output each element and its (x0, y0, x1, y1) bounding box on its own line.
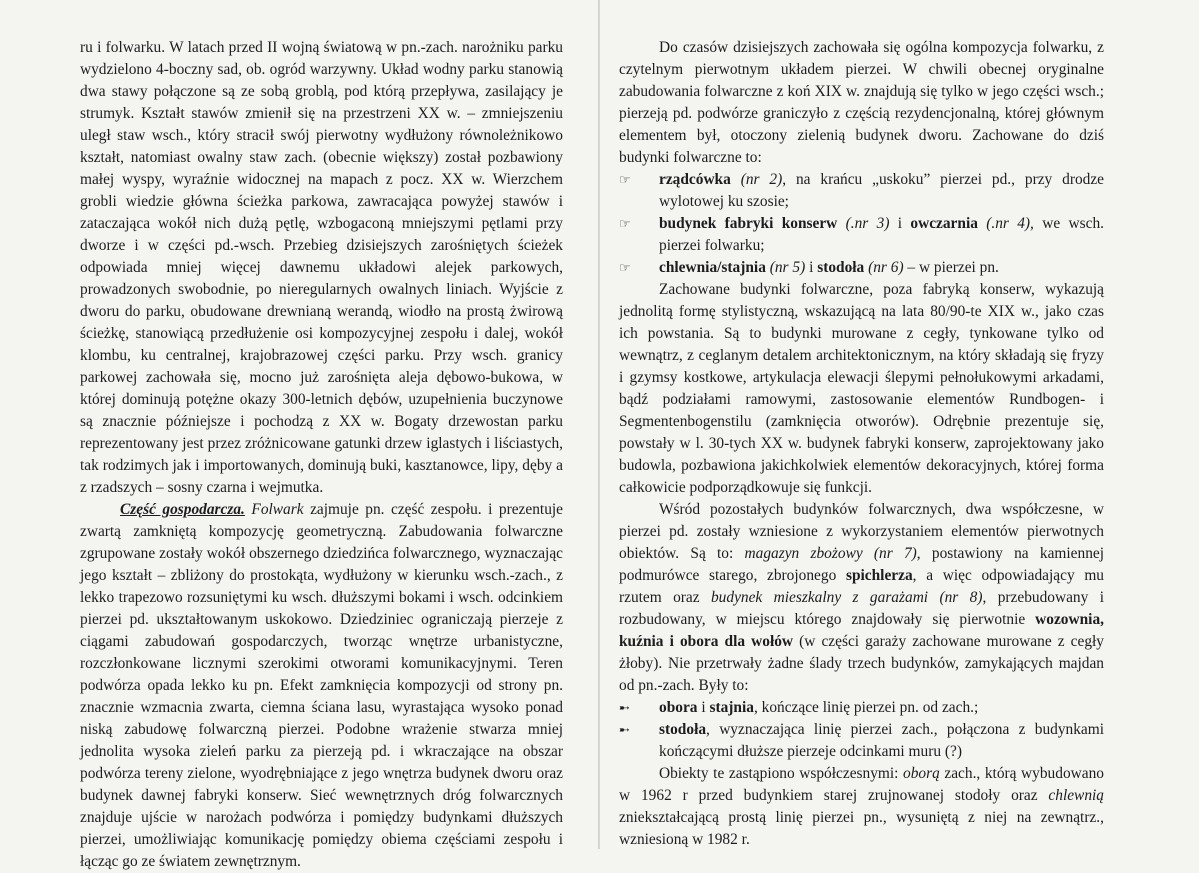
left-text-column (80, 37, 563, 873)
park-description-paragraph: ru i folwarku. W latach przed II wojną światową w pn.-zach. narożniku parku wydzielono 4-boczny sad, ob. ogród warzywny. Układ wodny parku stanowią dwa stawy połączone są ze sobą groblą, pod którą przepływa, zasilający je strumyk. Kształt stawów zmienił się na przestrzeni XX w. – zmniejszeniu uległ staw wsch., który stracił swój pierwotny wydłużony równoleżnikowo kształt, natomiast owalny staw zach. (obecnie większy) został pozbawiony małej wyspy, wyraźnie widocznej na mapach z pocz. XX w. Wierzchem grobli wiedzie główna ścieżka parkowa, zawracająca powyżej stawów i zataczająca wokół nich dużą pętlę, wzbogaconą mniejszymi pętlami przy dworze i w części pd.-wsch. Przebieg dzisiejszych zarośniętych ścieżek odpowiada mniej więcej dawnemu układowi alejek parkowych, prowadzonych swobodnie, po nieregularnych owalnych liniach. Wyjście z dworu do parku, obudowane drewnianą werandą, wiodło na prostą żwirową ścieżkę, stanowiącą przedłużenie osi kompozycyjnej zespołu i dalej, wokół klombu, ku centralnej, krajobrazowej części parku. Przy wsch. granicy parkowej zachowała się, mocno już zarośnięta aleja dębowo-bukowa, w której dominują potężne okazy 300-letnich dębów, uzupełnienia buczynowe są znacznie późniejsze i pochodzą z XX w. Bogaty drzewostan parku reprezentowany jest przez zróżnicowane gatunki drzew iglastych i liściastych, tak rodzimych jak i importowanych, dominują buki, kasztanowce, lipy, dęby a z rzadszych – sosny czarna i wejmutka. (80, 39, 563, 496)
buildings-style-paragraph: Zachowane budynki folwarczne, poza fabryką konserw, wykazują jednolitą formę stylistyczną, wskazującą na lata 80/90-te XIX w., jako czas ich powstania. Są to budynki murowane z cegły, tynkowane tylko od wewnątrz, z ceglanym detalem architektonicznym, na który składają się fryzy i gzymsy kostkowe, artykulacja elewacji ślepymi pełnołukowymi arkadami, bądź podziałami ramowymi, zastosowanie elementów Rundbogen- i Segmentenbogenstilu (zamknięcia otworów). Odrębnie prezentuje się, powstały w l. 30-tych XX w. budynek fabryki konserw, zaprojektowany jako budowla, pozbawiona jakichkolwiek elementów dekoracyjnych, której forma całkowicie podporządkowuje się funkcji. (619, 281, 1104, 496)
other-buildings-paragraph: Wśród pozostałych budynków folwarcznych, dwa współczesne, w pierzei pd. zostały wzniesione z wykorzystaniem elementów pierwotnych obiektów. Są to: magazyn zbożowy (nr 7), postawiony na kamiennej podmurówce starego, zbrojonego spichlerza, a więc odpowiadający mu rzutem oraz budynek mieszkalny z garażami (nr 8), przebudowany i rozbudowany, w miejscu którego znajdowały się pierwotnie wozownia, kuźnia i obora dla wołów (w części garaży zachowane murowane z cegły żłoby). Nie przetrwały żadne ślady trzech budynków, zamykających majdan od pn.-zach. Były to: (619, 501, 1105, 694)
right-text-column (619, 37, 1104, 851)
left-page (0, 0, 599, 870)
arrow-bullet-icon: ➸ (619, 700, 630, 715)
intro-paragraph: Do czasów dzisiejszych zachowała się ogólna kompozycja folwarku, z czytelnym pierwotnym układem pierzei. W chwili obecnej oryginalne zabudowania folwarczne z koń XIX w. znajdują się tylko w jego części wsch.; pierzeją pd. podwórze graniczyło z częścią rezydencjonalną, której głównym elementem był, otoczony zielenią budynek dworu. Zachowane do dziś budynki folwarczne to: (619, 39, 1104, 166)
list-item: ☞ chlewnia/stajnia (nr 5) i stodoła (nr 6) – w pierzei pn. (619, 257, 1104, 279)
pointing-hand-icon: ☞ (619, 216, 631, 231)
pointing-hand-icon: ☞ (619, 172, 631, 187)
list-item: ➸ stodoła, wyznaczająca linię pierzei zach., połączona z budynkami kończącymi dłuższe pierzeje odcinkami muru (?) (619, 721, 1104, 760)
pointing-hand-icon: ☞ (619, 260, 631, 275)
arrow-bullet-icon: ➸ (619, 722, 630, 737)
list-item: ➸ obora i stajnia, kończące linię pierzei pn. od zach.; (619, 697, 1104, 719)
economic-part-paragraph (80, 499, 563, 873)
economic-part-heading: Część gospodarcza. (120, 501, 245, 518)
list-item: ☞ budynek fabryki konserw (.nr 3) i owczarnia (.nr 4), we wsch. pierzei folwarku; (619, 215, 1104, 254)
list-item: ☞ rządcówka (nr 2), na krańcu „uskoku” pierzei pd., przy drodze wylotowej ku szosie; (619, 171, 1104, 210)
replacement-buildings-paragraph: Obiekty te zastąpiono współczesnymi: oborą zach., którą wybudowano w 1962 r przed budynkiem starej zrujnowanej stodoły oraz chlewnią zniekształcającą prostą linię pierzei pn., wysuniętą z niej na zewnątrz., wzniesioną w 1982 r. (619, 765, 1104, 848)
folwark-term: Folwark (251, 501, 304, 518)
economic-part-text: zajmuje pn. część zespołu. i prezentuje zwartą zamkniętą kompozycję geometryczną. Zabudowania folwarczne zgrupowane zostały wokół obszernego dziedzińca folwarcznego, wyznaczając jego kształt – zbliżony do prostokąta, wydłużony w kierunku wsch.-zach., z lekko trapezowo rozsuniętymi ku wsch. dłuższymi bokami i wsch. odcinkiem pierzei pd. ukształtowanym uskokowo. Dziedziniec ograniczają pierzeje z ciągami zabudowań gospodarczych, tworząc wnętrze urbanistyczne, rozczłonkowane licznymi szerokimi otworami komunikacyjnymi. Teren podwórza opada lekko ku pn. Efekt zamknięcia kompozycji od strony pn. znacznie wzmacnia zwarta, ciemna ściana lasu, wyrastająca wysoko ponad niską zabudowę folwarczną pierzei. Podobne wrażenie stwarza mniej jednolita wysoka zieleń parku za pierzeją pd. i wkraczające na obszar podwórza tereny zielone, wyodrębniające z jego wnętrza budynek dworu oraz budynek dawnej fabryki konserw. Sieć wewnętrznych dróg folwarcznych znajduje ujście w narożach podwórza i pomiędzy budynkami dłuższych pierzei, umożliwiając komunikację pomiędzy obiema częściami zespołu i łącząc go ze światem zewnętrznym. (80, 501, 563, 870)
